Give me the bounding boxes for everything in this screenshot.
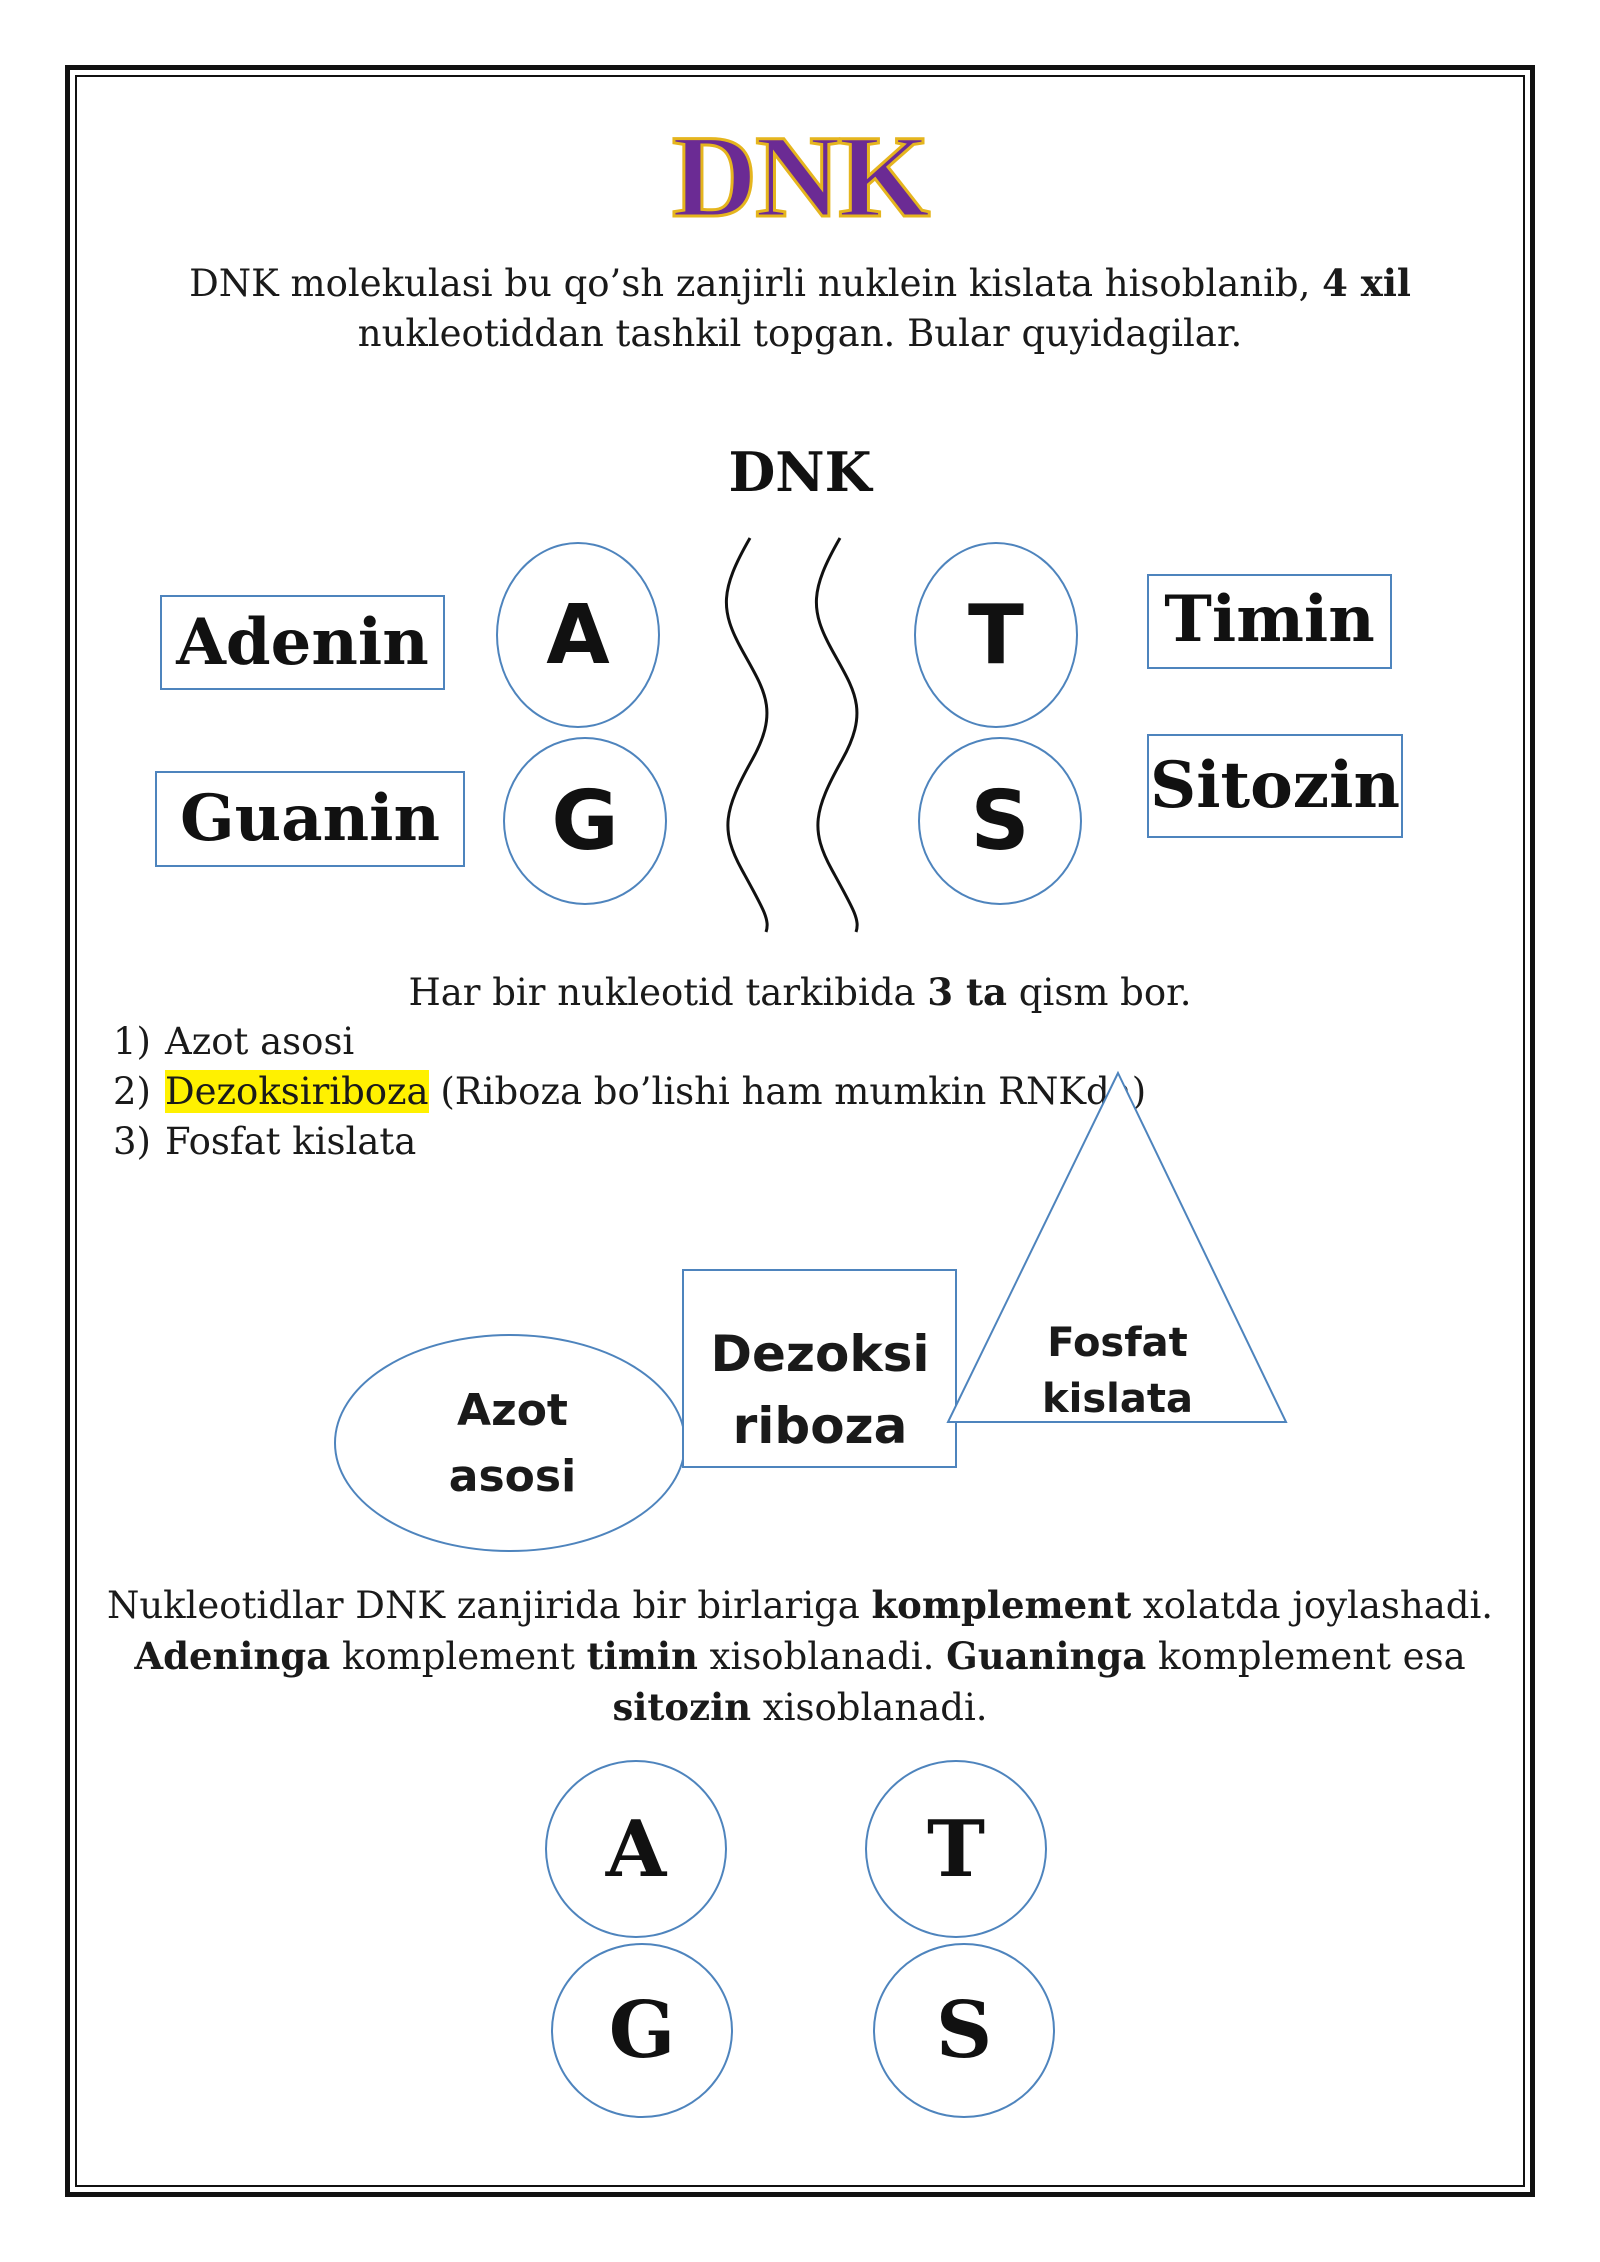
azot-line1: Azot (457, 1385, 568, 1436)
parts-bold: 3 ta (927, 970, 1008, 1014)
dezoksi-line2: riboza (732, 1397, 908, 1455)
list-text: Fosfat kislata (165, 1120, 417, 1163)
dezoksi-line1: Dezoksi (710, 1325, 930, 1383)
dezoksi-label (690, 1318, 950, 1462)
page-title: DNK (671, 111, 929, 242)
list-number: 1) (113, 1020, 151, 1063)
complement-line2 (100, 1631, 1500, 1682)
highlighted-term: Dezoksiriboza (165, 1070, 429, 1113)
parts-text-pre: Har bir nukleotid tarkibida (408, 971, 928, 1014)
nucleotide-g-circle: G (503, 737, 667, 905)
pair-s-circle: S (873, 1943, 1055, 2118)
nucleotide-t-circle: T (914, 542, 1078, 728)
azot-label (400, 1378, 625, 1510)
bold-term: Guaninga (946, 1634, 1147, 1678)
list-number: 3) (113, 1120, 151, 1163)
parts-text-post: qism bor. (1007, 971, 1192, 1014)
intro-line2: nukleotiddan tashkil topgan. Bular quyidagilar. (357, 312, 1243, 355)
complement-paragraph (100, 1580, 1500, 1733)
pair-a-circle: A (545, 1760, 727, 1938)
list-number: 2) (113, 1070, 151, 1113)
fosfat-label (1010, 1315, 1225, 1427)
text: xisoblanadi. (751, 1686, 988, 1729)
text: xisoblanadi. (697, 1635, 947, 1678)
label-sitozin: Sitozin (1147, 734, 1403, 838)
fosfat-line2: kislata (1042, 1376, 1193, 1422)
bold-term: Adeninga (134, 1634, 331, 1678)
pair-t-circle: T (865, 1760, 1047, 1938)
bold-term: sitozin (612, 1685, 752, 1729)
text: xolatda joylashadi. (1131, 1584, 1494, 1627)
diagram-title: DNK (728, 440, 872, 504)
label-timin: Timin (1147, 574, 1392, 669)
label-adenin: Adenin (160, 595, 445, 690)
bold-term: komplement (871, 1583, 1132, 1627)
text: komplement esa (1146, 1635, 1466, 1678)
intro-text: DNK molekulasi bu qo’sh zanjirli nuklein kislata hisoblanib, (189, 262, 1323, 305)
label-guanin: Guanin (155, 771, 465, 867)
pair-g-circle: G (551, 1943, 733, 2118)
intro-bold: 4 xil (1322, 261, 1411, 305)
azot-line2: asosi (448, 1451, 577, 1502)
fosfat-line1: Fosfat (1047, 1320, 1188, 1366)
nucleotide-a-circle: A (496, 542, 660, 728)
list-text: Azot asosi (165, 1020, 355, 1063)
list-text: (Riboza bo’lishi ham mumkin RNKda) (428, 1070, 1147, 1113)
text: komplement (330, 1635, 587, 1678)
text: Nukleotidlar DNK zanjirida bir birlariga (106, 1584, 872, 1627)
complement-line1 (100, 1580, 1500, 1631)
complement-line3 (100, 1682, 1500, 1733)
bold-term: timin (586, 1634, 698, 1678)
nucleotide-s-circle: S (918, 737, 1082, 905)
